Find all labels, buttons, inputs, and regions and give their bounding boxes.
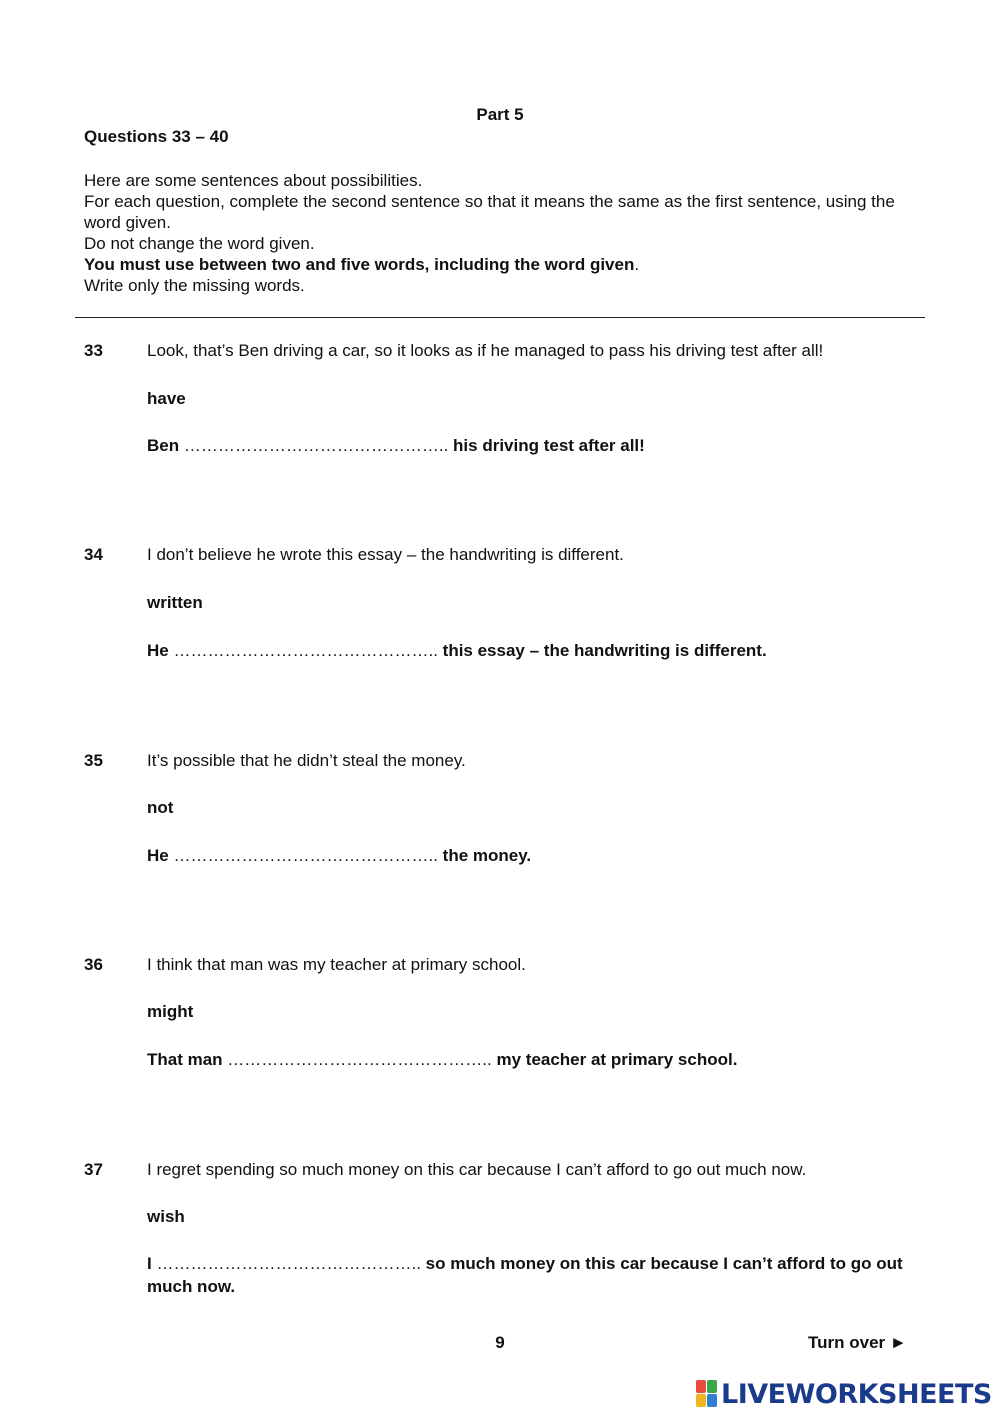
answer-line xyxy=(147,1048,917,1071)
question-number: 36 xyxy=(84,955,103,974)
answer-suffix: this essay – the handwriting is different. xyxy=(442,641,767,660)
answer-line xyxy=(147,434,917,457)
answer-line xyxy=(147,1252,917,1298)
question-keyword: have xyxy=(147,389,186,408)
question-number: 33 xyxy=(84,341,103,360)
answer-prefix: Ben xyxy=(147,436,180,455)
answer-suffix: the money. xyxy=(442,846,532,865)
question-sentence: I think that man was my teacher at primary school. xyxy=(147,955,526,974)
instructions xyxy=(84,170,914,296)
answer-blank[interactable]: ……………………………………….. xyxy=(173,641,438,660)
answer-suffix: so much money on this car because I can’t afford to go out much now. xyxy=(147,1254,903,1296)
liveworksheets-logo xyxy=(696,1378,992,1410)
answer-prefix: He xyxy=(147,846,169,865)
answer-prefix: That man xyxy=(147,1050,223,1069)
question-number: 35 xyxy=(84,751,103,770)
answer-line xyxy=(147,844,917,867)
question-range: Questions 33 – 40 xyxy=(84,127,229,146)
section-divider xyxy=(75,317,925,318)
page-number: 9 xyxy=(495,1333,505,1352)
logo-text: LIVEWORKSHEETS xyxy=(721,1378,992,1410)
instruction-emphasis: You must use between two and five words, including the word given xyxy=(84,255,635,274)
question-number: 37 xyxy=(84,1160,103,1179)
answer-prefix: He xyxy=(147,641,169,660)
part-title: Part 5 xyxy=(476,105,524,124)
question-sentence: I regret spending so much money on this car because I can’t afford to go out much now. xyxy=(147,1160,807,1179)
instruction-line xyxy=(84,254,914,275)
instruction-line: Here are some sentences about possibilities. xyxy=(84,171,423,190)
question-keyword: not xyxy=(147,798,174,817)
liveworksheets-logo-icon xyxy=(696,1380,718,1408)
answer-blank[interactable]: ……………………………………….. xyxy=(183,436,449,455)
answer-blank[interactable]: ……………………………………….. xyxy=(173,846,438,865)
question-number: 34 xyxy=(84,545,103,564)
instruction-line: For each question, complete the second sentence so that it means the same as the first sentence, using the word given. xyxy=(84,192,895,232)
answer-blank[interactable]: ……………………………………….. xyxy=(227,1050,492,1069)
answer-blank[interactable]: ……………………………………….. xyxy=(156,1254,421,1273)
question-keyword: written xyxy=(147,593,203,612)
question-keyword: might xyxy=(147,1002,194,1021)
question-keyword: wish xyxy=(147,1207,185,1226)
turn-over-label: Turn over ► xyxy=(808,1333,907,1352)
question-sentence: Look, that’s Ben driving a car, so it looks as if he managed to pass his driving test after all! xyxy=(147,341,824,360)
instruction-period: . xyxy=(634,255,640,274)
question-sentence: It’s possible that he didn’t steal the money. xyxy=(147,751,466,770)
instruction-line: Do not change the word given. xyxy=(84,234,315,253)
answer-suffix: his driving test after all! xyxy=(453,436,645,455)
answer-suffix: my teacher at primary school. xyxy=(496,1050,738,1069)
instruction-line: Write only the missing words. xyxy=(84,276,305,295)
answer-line xyxy=(147,639,917,662)
question-sentence: I don’t believe he wrote this essay – the handwriting is different. xyxy=(147,545,624,564)
answer-prefix: I xyxy=(147,1254,152,1273)
